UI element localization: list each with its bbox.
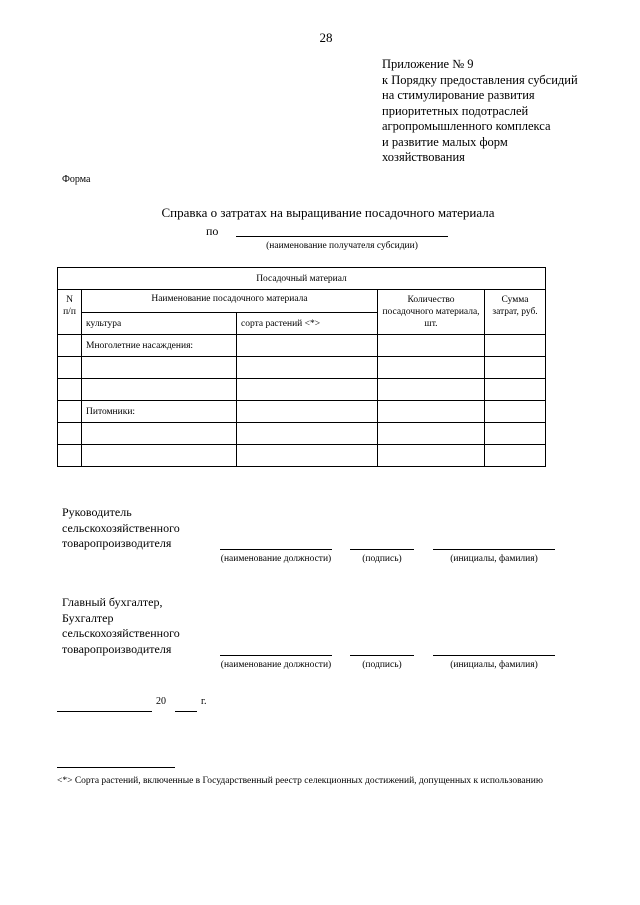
table-cell[interactable] (82, 379, 237, 401)
role-line: сельскохозяйственного (62, 520, 180, 535)
name-caption: (инициалы, фамилия) (450, 660, 538, 670)
appendix-line: Приложение № 9 (382, 57, 474, 71)
table-cell[interactable] (82, 423, 237, 445)
appendix-reference (382, 57, 578, 166)
table-cell[interactable] (237, 379, 378, 401)
role-line: сельскохозяйственного (62, 626, 180, 640)
table-cell[interactable] (378, 423, 485, 445)
signature-role-head (62, 505, 180, 552)
appendix-line: на стимулирование развития (382, 88, 535, 102)
table-header-row (58, 290, 546, 313)
table-cell[interactable] (485, 423, 546, 445)
signature-caption: (подпись) (362, 660, 402, 670)
table-row (58, 379, 546, 401)
table-cell[interactable] (237, 335, 378, 357)
table-row (58, 335, 546, 357)
table-header-row (58, 268, 546, 290)
appendix-line: агропромышленного комплекса (382, 119, 551, 133)
date-year-line[interactable] (175, 711, 197, 712)
name-field-line[interactable] (433, 655, 555, 656)
signature-role-accountant (62, 595, 180, 657)
position-field-line[interactable] (220, 549, 332, 550)
table-cell[interactable] (58, 445, 82, 467)
header-sum: Сумма затрат, руб. (485, 290, 546, 335)
name-caption: (инициалы, фамилия) (450, 554, 538, 564)
name-field-line[interactable] (433, 549, 555, 550)
table-cell[interactable] (237, 401, 378, 423)
table-row (58, 445, 546, 467)
recipient-caption: (наименование получателя субсидии) (266, 241, 418, 251)
signature-field-line[interactable] (350, 655, 414, 656)
role-line: Руководитель (62, 505, 132, 519)
header-culture: культура (82, 313, 237, 335)
table-cell[interactable] (82, 445, 237, 467)
appendix-line: хозяйствования (382, 150, 465, 164)
table-cell[interactable] (237, 445, 378, 467)
table-cell[interactable] (485, 379, 546, 401)
date-day-month-line[interactable] (57, 711, 152, 712)
table-cell[interactable] (58, 335, 82, 357)
table-cell[interactable] (58, 357, 82, 379)
table-row (58, 401, 546, 423)
table-cell[interactable] (58, 423, 82, 445)
role-line: Главный бухгалтер, (62, 595, 163, 609)
planting-material-table (57, 267, 546, 467)
table-cell[interactable] (485, 357, 546, 379)
appendix-line: приоритетных подотраслей (382, 103, 529, 118)
table-cell[interactable] (378, 335, 485, 357)
table-cell[interactable] (485, 401, 546, 423)
document-title: Справка о затратах на выращивание посадочного материала (161, 205, 495, 220)
table-cell[interactable] (485, 335, 546, 357)
table-cell[interactable] (378, 379, 485, 401)
table-cell[interactable] (485, 445, 546, 467)
table-cell[interactable] (237, 357, 378, 379)
section-nursery-label: Питомники: (82, 401, 237, 423)
table-cell[interactable] (58, 401, 82, 423)
role-line: Бухгалтер (62, 610, 114, 625)
header-variety: сорта растений <*> (237, 313, 378, 335)
header-number: N п/п (58, 290, 82, 335)
appendix-line: к Порядку предоставления субсидий (382, 72, 578, 87)
header-planting-material: Посадочный материал (58, 268, 546, 290)
table-cell[interactable] (378, 357, 485, 379)
date-year-prefix: 20 (156, 696, 166, 707)
section-perennial-label: Многолетние насаждения: (82, 335, 237, 357)
table-row (58, 423, 546, 445)
role-line: товаропроизводителя (62, 641, 172, 656)
recipient-field-line[interactable] (236, 236, 448, 237)
table-cell[interactable] (378, 445, 485, 467)
appendix-line: и развитие малых форм (382, 134, 508, 149)
table-cell[interactable] (82, 357, 237, 379)
role-line: товаропроизводителя (62, 536, 172, 550)
table-cell[interactable] (58, 379, 82, 401)
footnote: <*> Сорта растений, включенные в Государственный реестр селекционных достижений, допущенных к использованию (57, 776, 543, 786)
page-number: 28 (319, 30, 333, 45)
header-material-name: Наименование посадочного материала (82, 290, 378, 313)
header-quantity: Количество посадочного материала, шт. (378, 290, 485, 335)
position-field-line[interactable] (220, 655, 332, 656)
table-row (58, 357, 546, 379)
form-label: Форма (62, 174, 91, 185)
table-cell[interactable] (378, 401, 485, 423)
position-caption: (наименование должности) (220, 554, 332, 564)
signature-field-line[interactable] (350, 549, 414, 550)
table-cell[interactable] (237, 423, 378, 445)
recipient-prefix: по (206, 224, 219, 238)
signature-caption: (подпись) (362, 554, 402, 564)
position-caption: (наименование должности) (220, 660, 332, 670)
footnote-rule (57, 767, 175, 768)
date-year-suffix: г. (201, 696, 207, 707)
